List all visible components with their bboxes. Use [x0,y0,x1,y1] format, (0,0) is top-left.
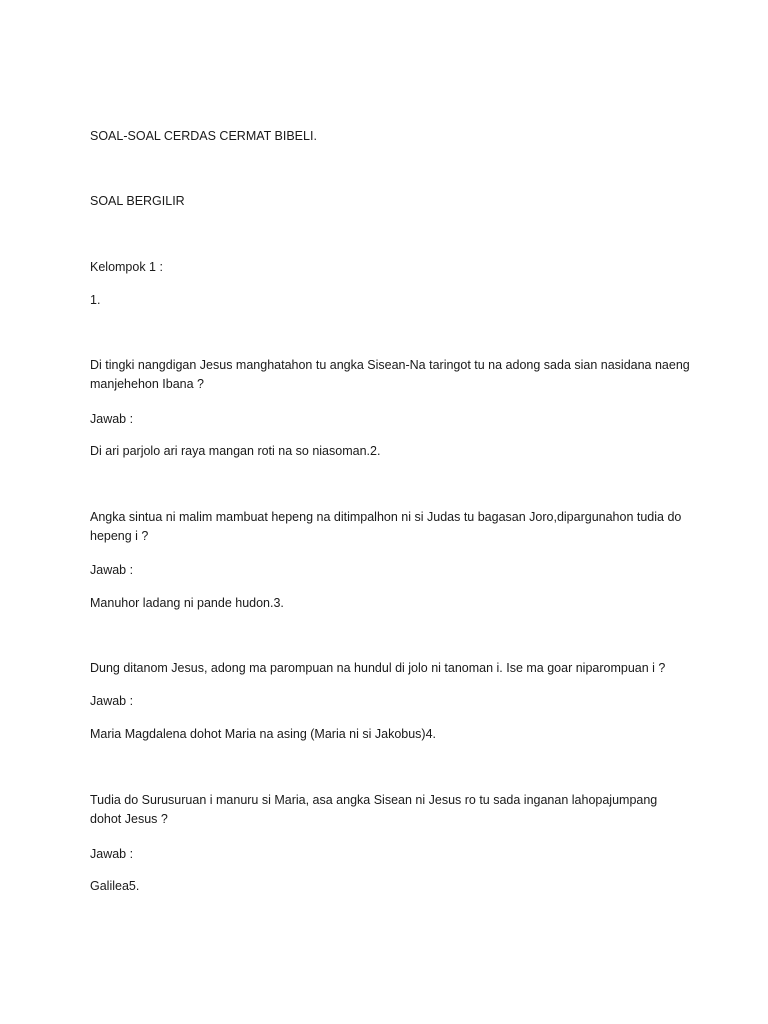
answer-text: Galilea5. [90,879,140,893]
question-text: Dung ditanom Jesus, adong ma parompuan na hundul di jolo ni tanoman i. Ise ma goar niparompuan i ? [90,661,666,675]
question-text: Tudia do Surusuruan i manuru si Maria, asa angka Sisean ni Jesus ro tu sada inganan lahopajumpang dohot Jesus ? [90,793,658,826]
question-text: Angka sintua ni malim mambuat hepeng na ditimpalhon ni si Judas tu bagasan Joro,dipargunahon tudia do hepeng i ? [90,510,682,543]
answer-label: Jawab : [90,847,134,861]
answer-label: Jawab : [90,563,134,577]
answer-label: Jawab : [90,412,134,426]
question-number: 1. [90,293,101,307]
answer-label: Jawab : [90,694,134,708]
document-title: SOAL-SOAL CERDAS CERMAT BIBELI. [90,129,317,143]
question-text: Di tingki nangdigan Jesus manghatahon tu angka Sisean-Na taringot tu na adong sada sian nasidana naeng manjehehon Ibana ? [90,358,690,391]
group-label: Kelompok 1 : [90,260,163,274]
section-heading: SOAL BERGILIR [90,194,185,208]
answer-text: Manuhor ladang ni pande hudon.3. [90,596,284,610]
answer-text: Maria Magdalena dohot Maria na asing (Maria ni si Jakobus)4. [90,727,437,741]
answer-text: Di ari parjolo ari raya mangan roti na so niasoman.2. [90,444,381,458]
